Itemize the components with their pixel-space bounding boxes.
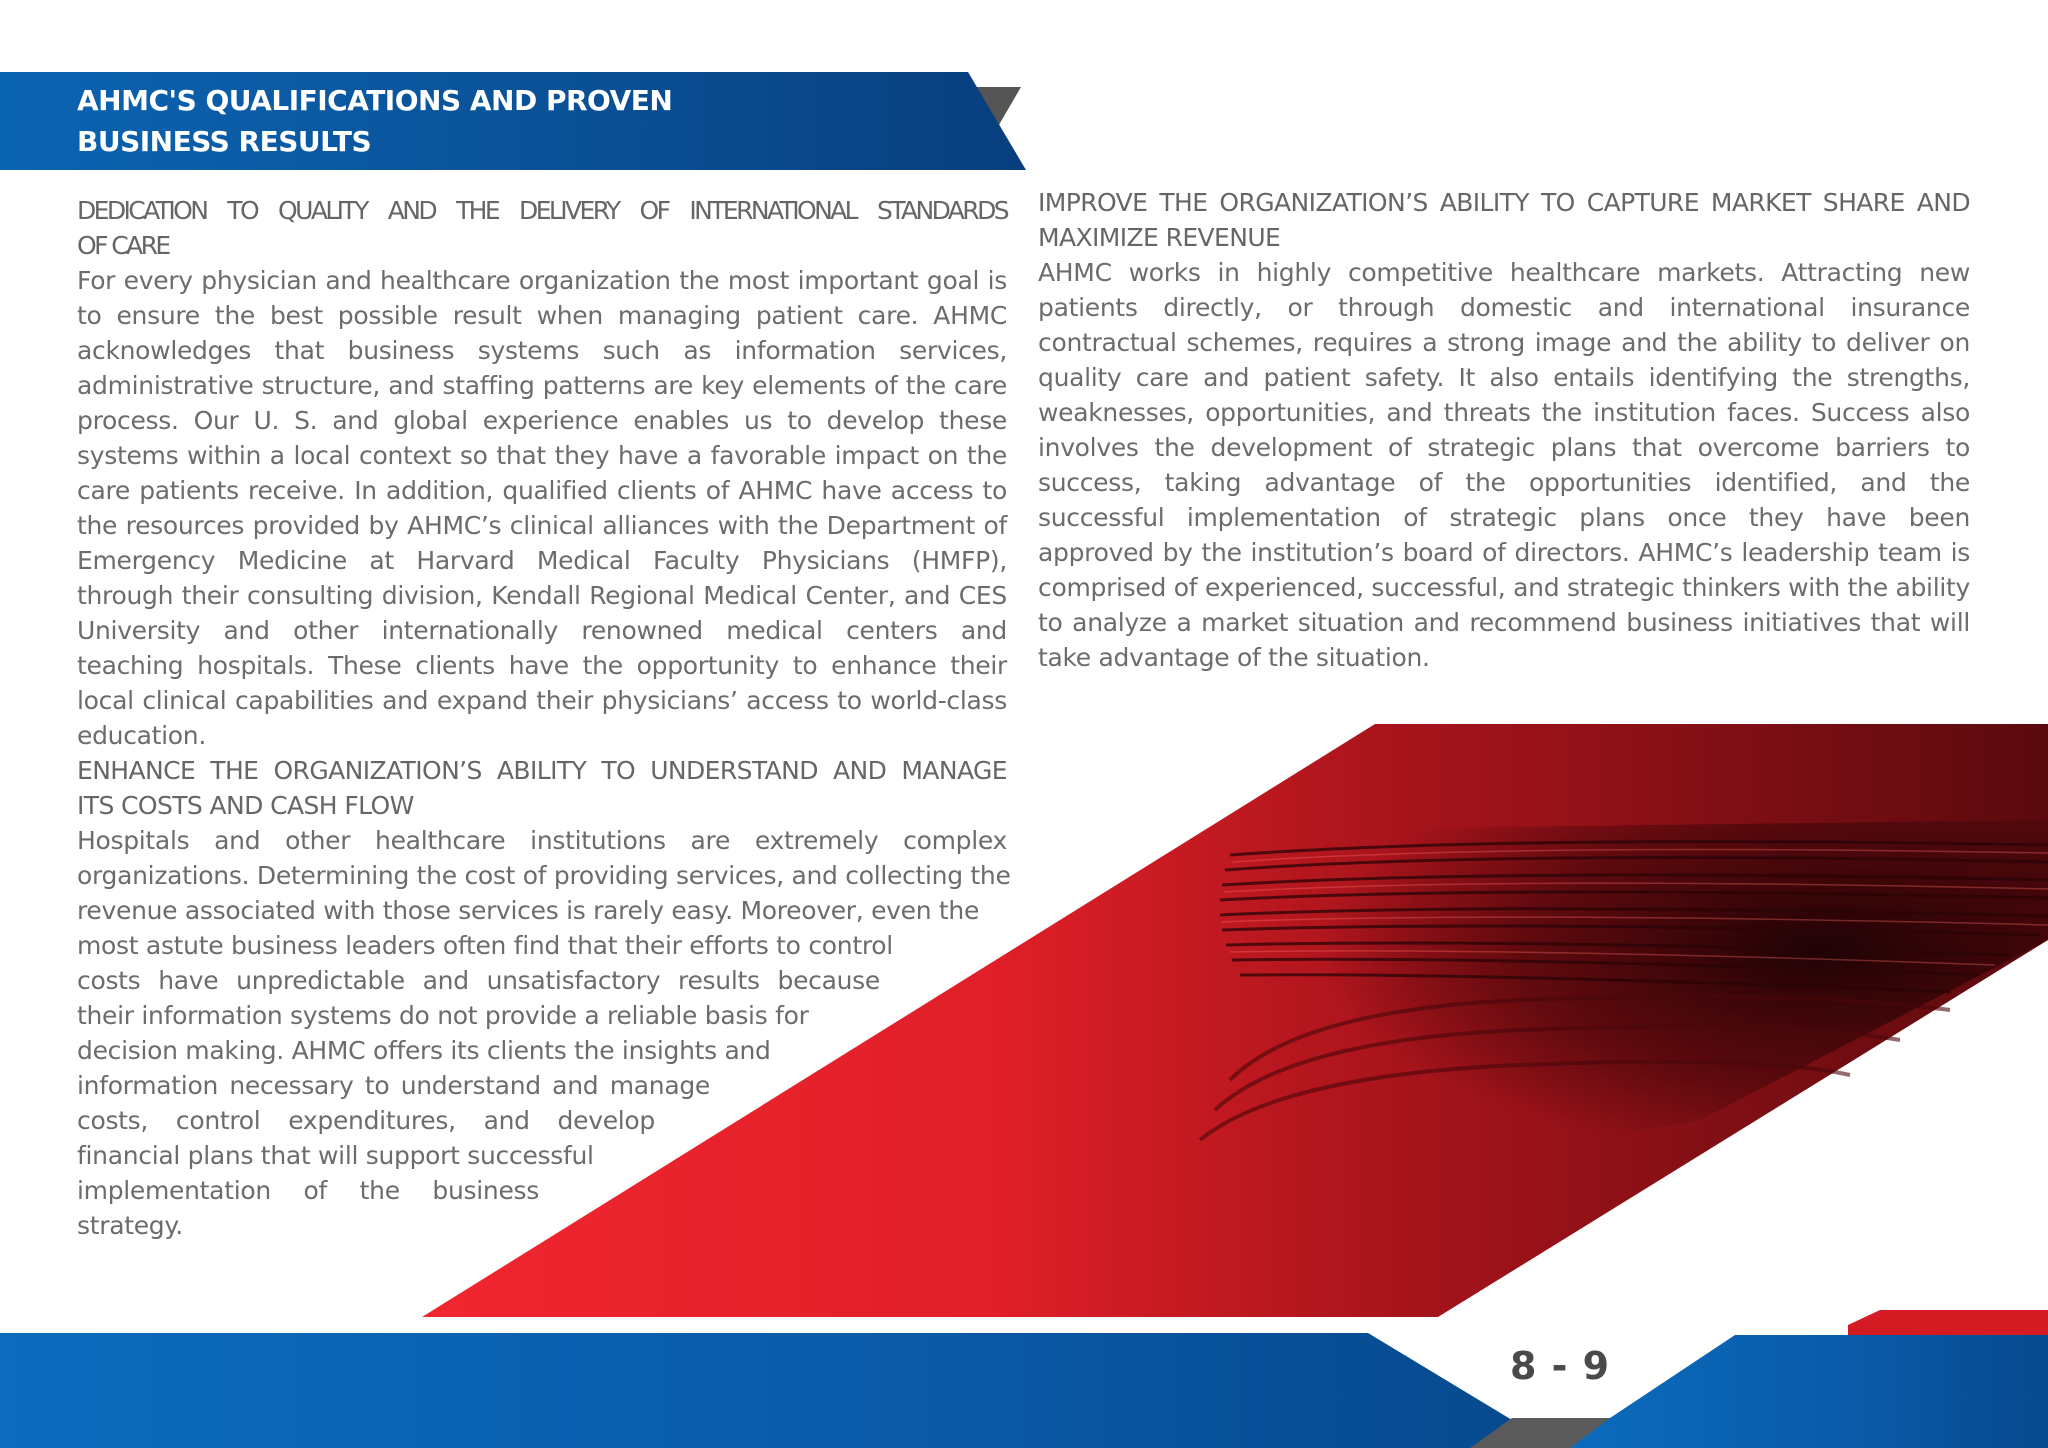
section-body: AHMC works in highly competitive healthcare markets. Attracting new patients directly, or through domestic and international insurance contractual schemes, requires a strong image and the ability to deliver on quality care and patient safety. It also entails identifying the strengths, weaknesses, opportunities, and threats the institution faces. Success also involves the development of strategic plans that overcome barriers to success, taking advantage of the opportunities identified, and the successful implementation of strategic plans once they have been approved by the institution’s board of directors. AHMC’s leadership team is comprised of experienced, successful, and strategic thinkers with the ability to analyze a market situation and recommend business initiatives that will take advantage of the situation.	[1038, 258, 1970, 672]
page-title-line: BUSINESS RESULTS	[77, 125, 372, 158]
body-line: implementation of the business	[77, 1176, 539, 1205]
section-body	[77, 823, 1011, 1243]
section-heading	[77, 753, 1007, 823]
body-line: revenue associated with those services is rarely easy. Moreover, even the	[77, 896, 980, 925]
body-line: decision making. AHMC offers its clients the insights and	[77, 1036, 771, 1065]
body-line: Hospitals and other healthcare institutions are extremely complex	[77, 826, 1007, 855]
heading-line: OF CARE	[77, 231, 169, 260]
body-line: most astute business leaders often find that their efforts to control	[77, 931, 893, 960]
heading-line: ITS COSTS AND CASH FLOW	[77, 791, 414, 820]
heading-line: ENHANCE THE ORGANIZATION’S ABILITY TO UNDERSTAND AND MANAGE	[77, 756, 1007, 785]
section-market-share	[1038, 185, 1970, 675]
body-line: costs, control expenditures, and develop	[77, 1106, 655, 1135]
body-line: costs have unpredictable and unsatisfactory results because	[77, 966, 880, 995]
footer-red-accent	[1848, 1310, 2048, 1335]
section-heading	[77, 193, 1007, 263]
footer-band-right	[1570, 1335, 2048, 1448]
heading-line: IMPROVE THE ORGANIZATION’S ABILITY TO CAPTURE MARKET SHARE AND	[1038, 188, 1970, 217]
page-title-line: AHMC'S QUALIFICATIONS AND PROVEN	[77, 84, 673, 117]
body-line: their information systems do not provide a reliable basis for	[77, 1001, 809, 1030]
heading-line: MAXIMIZE REVENUE	[1038, 223, 1281, 252]
page-number: 8 - 9	[1510, 1344, 1611, 1388]
body-line: information necessary to understand and manage	[77, 1071, 710, 1100]
section-costs	[77, 753, 1011, 1243]
body-line: organizations. Determining the cost of providing services, and collecting the	[77, 861, 1011, 890]
body-line: financial plans that will support successful	[77, 1141, 594, 1170]
section-heading	[1038, 185, 1970, 255]
body-line: strategy.	[77, 1211, 183, 1240]
section-quality	[77, 193, 1007, 753]
page-title	[77, 80, 672, 162]
heading-line: DEDICATION TO QUALITY AND THE DELIVERY OF INTERNATIONAL STANDARDS	[77, 196, 1007, 225]
footer-band-left	[0, 1333, 1512, 1448]
section-body: For every physician and healthcare organization the most important goal is to ensure the best possible result when managing patient care. AHMC acknowledges that business systems such as information services, administrative structure, and staffing patterns are key elements of the care process. Our U. S. and global experience enables us to develop these systems within a local context so that they have a favorable impact on the care patients receive. In addition, qualified clients of AHMC have access to the resources provided by AHMC’s clinical alliances with the Department of Emergency Medicine at Harvard Medical Faculty Physicians (HMFP), through their consulting division, Kendall Regional Medical Center, and CES University and other internationally renowned medical centers and teaching hospitals. These clients have the opportunity to enhance their local clinical capabilities and expand their physicians’ access to world-class education.	[77, 266, 1007, 750]
